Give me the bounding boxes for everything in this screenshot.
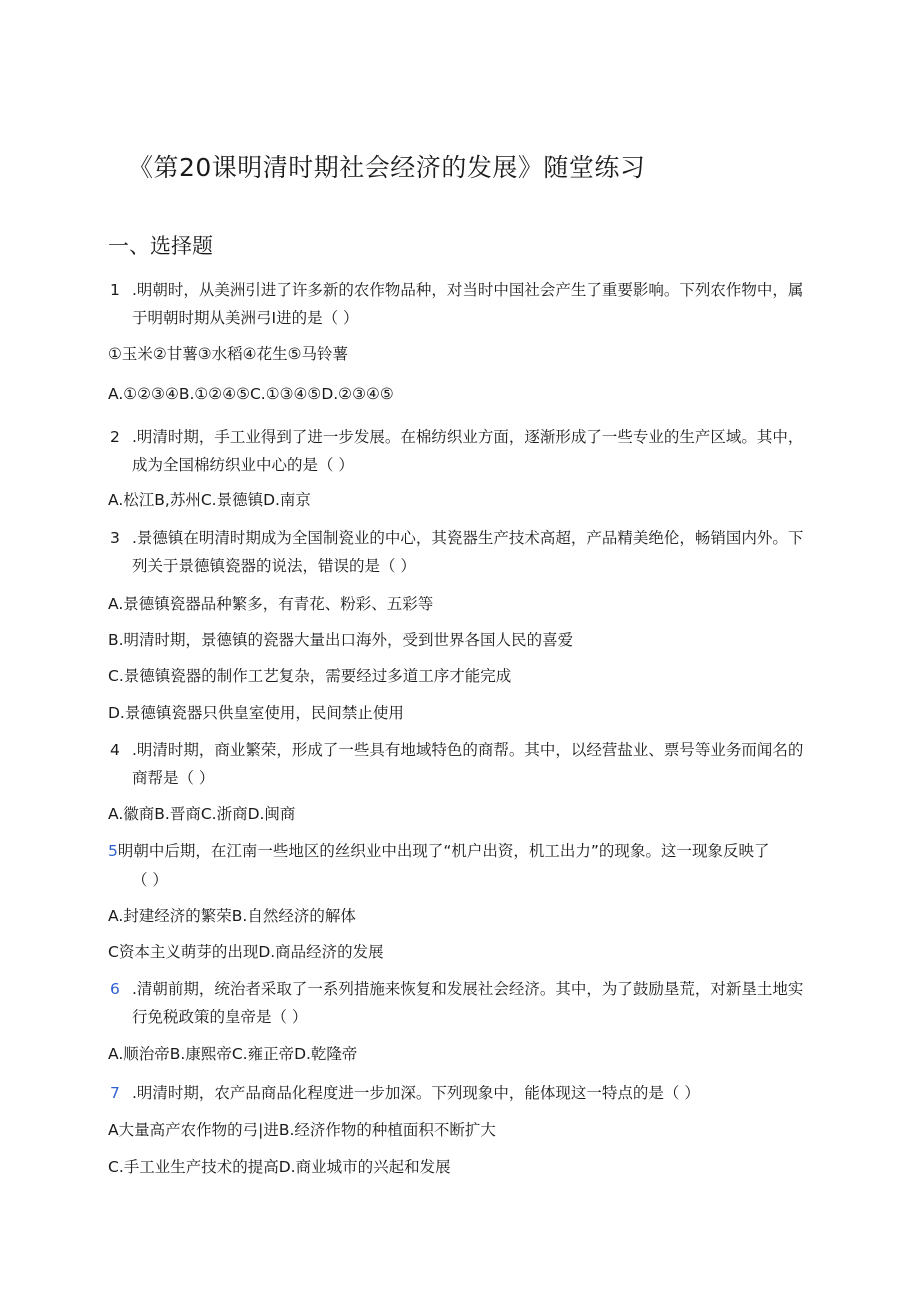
question-number: 3 xyxy=(110,529,120,547)
question-text: .明清时期，农产品商品化程度进一步加深。下列现象中，能体现这一特点的是（ ） xyxy=(132,1084,700,1102)
question-text: .明清时期，商业繁荣，形成了一些具有地域特色的商帮。其中，以经营盐业、票号等业务而闻名的 xyxy=(132,741,804,759)
question-1-items: ①玉米②甘薯③水稻④花生⑤马铃薯 xyxy=(108,345,348,363)
question-3-option-c: C.景德镇瓷器的制作工艺复杂，需要经过多道工序才能完成 xyxy=(108,667,512,685)
question-1-options: A.①②③④B.①②④⑤C.①③④⑤D.②③④⑤ xyxy=(108,385,394,403)
document-title: 《第20课明清时期社会经济的发展》随堂练习 xyxy=(128,153,646,182)
question-4-line-2: 商帮是（ ） xyxy=(132,769,215,787)
question-6-line-2: 行免税政策的皇帝是（ ） xyxy=(132,1008,308,1026)
question-4-options: A.徽商B.晋商C.浙商D.闽商 xyxy=(108,805,296,823)
question-3-option-b: B.明清时期，景德镇的瓷器大量出口海外，受到世界各国人民的喜爱 xyxy=(108,631,574,649)
question-text: .清朝前期，统治者采取了一系列措施来恢复和发展社会经济。其中，为了鼓励垦荒，对新垦土地实 xyxy=(132,980,804,998)
question-6-line-1 xyxy=(110,979,803,999)
question-4-line-1 xyxy=(110,740,803,760)
question-3-line-2: 列关于景德镇瓷器的说法，错误的是（ ） xyxy=(132,557,416,575)
question-1-line-1 xyxy=(110,280,803,300)
question-5-line-2: （ ） xyxy=(132,871,168,889)
question-2-line-1 xyxy=(110,427,803,447)
question-text: .明朝时，从美洲引进了许多新的农作物品种，对当时中国社会产生了重要影响。下列农作物中，属 xyxy=(132,281,804,299)
question-number: 6 xyxy=(110,980,120,998)
question-2-options: A.松江B,苏州C.景德镇D.南京 xyxy=(108,491,311,509)
question-2-line-2: 成为全国棉纺织业中心的是（ ） xyxy=(132,456,354,474)
question-number: 1 xyxy=(110,281,120,299)
question-7-line-1 xyxy=(110,1083,700,1103)
question-text: .明清时期，手工业得到了进一步发展。在棉纺织业方面，逐渐形成了一些专业的生产区域。其中， xyxy=(132,428,804,446)
question-5-options-1: A.封建经济的繁荣B.自然经济的解体 xyxy=(108,907,356,925)
question-3-option-d: D.景德镇瓷器只供皇室使用，民间禁止使用 xyxy=(108,704,404,722)
question-7-options-1: A大量高产农作物的弓|进B.经济作物的种植面积不断扩大 xyxy=(108,1121,496,1139)
question-number: 2 xyxy=(110,428,120,446)
question-5-options-2: C资本主义萌芽的出现D.商品经济的发展 xyxy=(108,943,384,961)
question-number: 7 xyxy=(110,1084,120,1102)
question-3-option-a: A.景德镇瓷器品种繁多，有青花、粉彩、五彩等 xyxy=(108,595,434,613)
question-text: 明朝中后期，在江南一些地区的丝织业中出现了“机户出资，机工出力”的现象。这一现象反映了 xyxy=(117,842,770,860)
question-5-line-1 xyxy=(108,841,769,861)
question-number: 4 xyxy=(110,741,120,759)
question-6-options: A.顺治帝B.康熙帝C.雍正帝D.乾隆帝 xyxy=(108,1045,358,1063)
question-text: .景德镇在明清时期成为全国制瓷业的中心，其瓷器生产技术高超，产品精美绝伦，畅销国内外。下 xyxy=(132,529,804,547)
question-3-line-1 xyxy=(110,528,803,548)
question-number: 5 xyxy=(108,842,118,860)
question-7-options-2: C.手工业生产技术的提高D.商业城市的兴起和发展 xyxy=(108,1158,451,1176)
question-1-line-2: 于明朝时期从美洲弓I进的是（ ） xyxy=(132,309,359,327)
section-heading: 一、选择题 xyxy=(108,234,213,258)
